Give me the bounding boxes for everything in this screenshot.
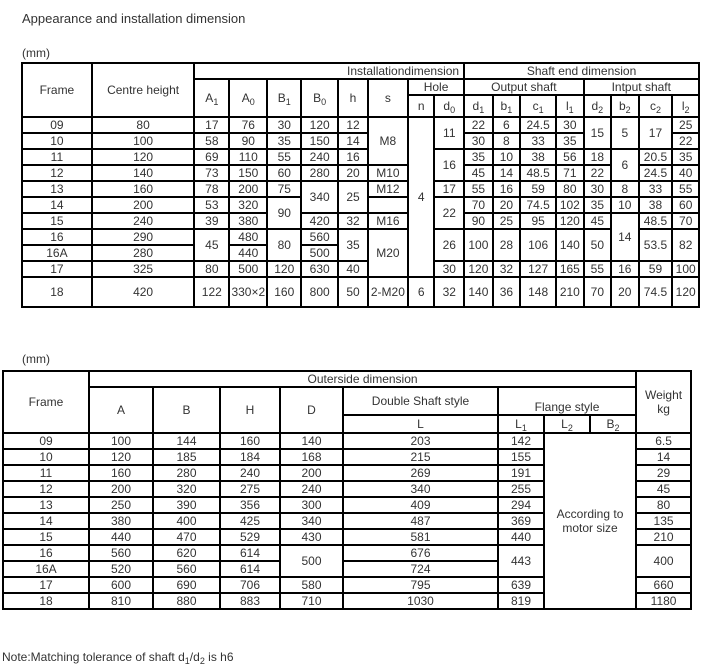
header-A: A <box>89 387 153 433</box>
cell-B1: 90 <box>267 197 301 229</box>
cell-c1: 59 <box>520 181 556 197</box>
cell-b1: 20 <box>493 197 520 213</box>
cell-c2: 48.5 <box>639 213 673 229</box>
cell-c2: 33 <box>639 181 673 197</box>
table-row <box>22 261 699 277</box>
header-c2: $c_2$ <box>639 95 673 117</box>
cell-l1: 56 <box>556 149 583 165</box>
header-d0: $d_0$ <box>434 95 464 117</box>
cell-L: 409 <box>343 497 498 513</box>
header-s: s <box>368 79 408 117</box>
cell-L: 203 <box>343 433 498 449</box>
cell-l1: 80 <box>556 181 583 197</box>
cell-frame: 17 <box>3 577 89 593</box>
cell-h: 16 <box>338 149 368 165</box>
cell-B0: 630 <box>301 261 338 277</box>
cell-A0: 150 <box>229 165 267 181</box>
cell-d0: 32 <box>434 277 464 307</box>
installation-dimension-table <box>21 62 700 308</box>
cell-d0: 22 <box>434 197 464 229</box>
cell-d1: 45 <box>464 165 493 181</box>
cell-A: 100 <box>89 433 153 449</box>
cell-B0: 800 <box>301 277 338 307</box>
cell-frame: 15 <box>22 213 92 229</box>
cell-b2: 8 <box>611 181 638 197</box>
cell-B: 690 <box>153 577 220 593</box>
cell-B1: 160 <box>267 277 301 307</box>
cell-B0: 240 <box>301 149 338 165</box>
cell-c1: 106 <box>520 229 556 261</box>
cell-H: 275 <box>220 481 280 497</box>
cell-D: 300 <box>280 497 343 513</box>
cell-d0: 11 <box>434 117 464 149</box>
cell-s <box>368 197 408 213</box>
cell-w: 45 <box>636 481 691 497</box>
cell-ch: 100 <box>92 133 195 149</box>
cell-s: M20 <box>368 229 408 277</box>
cell-ch: 80 <box>92 117 195 133</box>
cell-l2: 22 <box>672 133 699 149</box>
cell-l1: 71 <box>556 165 583 181</box>
cell-L: 340 <box>343 481 498 497</box>
cell-l1: 165 <box>556 261 583 277</box>
cell-frame: 11 <box>22 149 92 165</box>
cell-b1: 28 <box>493 229 520 261</box>
header-b1: $b_1$ <box>493 95 520 117</box>
cell-h: 40 <box>338 261 368 277</box>
cell-H: 706 <box>220 577 280 593</box>
cell-B: 390 <box>153 497 220 513</box>
cell-L1: 191 <box>498 465 544 481</box>
cell-w: 29 <box>636 465 691 481</box>
cell-A0: 200 <box>229 181 267 197</box>
header-double-shaft: Double Shaft style <box>343 387 498 415</box>
cell-A1: 69 <box>194 149 229 165</box>
cell-frame: 09 <box>22 117 92 133</box>
cell-A1: 39 <box>194 213 229 229</box>
cell-c1: 95 <box>520 213 556 229</box>
cell-d1: 22 <box>464 117 493 133</box>
cell-A0: 90 <box>229 133 267 149</box>
cell-d2: 22 <box>584 165 611 181</box>
cell-A0: 320 <box>229 197 267 213</box>
cell-ch: 140 <box>92 165 195 181</box>
cell-b1: 32 <box>493 261 520 277</box>
cell-b1: 36 <box>493 277 520 307</box>
cell-s: M12 <box>368 181 408 197</box>
cell-frame: 12 <box>22 165 92 181</box>
cell-frame: 15 <box>3 529 89 545</box>
cell-B0: 420 <box>301 213 338 229</box>
header-d1: $d_1$ <box>464 95 493 117</box>
cell-d0: 16 <box>434 149 464 181</box>
cell-A: 810 <box>89 593 153 609</box>
header-shaft-end: Shaft end dimension <box>464 63 699 79</box>
cell-B1: 55 <box>267 149 301 165</box>
cell-A: 600 <box>89 577 153 593</box>
cell-h: 50 <box>338 277 368 307</box>
header-frame: Frame <box>3 371 89 433</box>
cell-h: 25 <box>338 181 368 213</box>
cell-A: 520 <box>89 561 153 577</box>
cell-ch: 200 <box>92 197 195 213</box>
cell-d2: 18 <box>584 149 611 165</box>
cell-L: 676 <box>343 545 498 561</box>
header-centre-height: Centre height <box>92 63 195 117</box>
cell-h: 32 <box>338 213 368 229</box>
cell-s: M8 <box>368 117 408 165</box>
cell-L1: 819 <box>498 593 544 609</box>
cell-d1: 140 <box>464 277 493 307</box>
cell-w: 135 <box>636 513 691 529</box>
cell-L1: 369 <box>498 513 544 529</box>
cell-l1: 210 <box>556 277 583 307</box>
cell-A0: 500 <box>229 261 267 277</box>
cell-B: 280 <box>153 465 220 481</box>
cell-B: 470 <box>153 529 220 545</box>
cell-c1: 148 <box>520 277 556 307</box>
cell-L: 487 <box>343 513 498 529</box>
cell-frame: 16A <box>3 561 89 577</box>
cell-frame: 16 <box>3 545 89 561</box>
flange-note: According to motor size <box>544 433 636 609</box>
cell-A1: 73 <box>194 165 229 181</box>
cell-h: 35 <box>338 229 368 261</box>
cell-s: M10 <box>368 165 408 181</box>
cell-l1: 35 <box>556 133 583 149</box>
cell-L1: 142 <box>498 433 544 449</box>
header-b2: $b_2$ <box>611 95 638 117</box>
cell-B1: 80 <box>267 229 301 261</box>
cell-D: 168 <box>280 449 343 465</box>
cell-c2: 53.5 <box>639 229 673 261</box>
cell-d2: 50 <box>584 229 611 261</box>
unit-label-2: (mm) <box>22 352 50 366</box>
cell-L1: 443 <box>498 545 544 577</box>
cell-L: 269 <box>343 465 498 481</box>
cell-ch: 280 <box>92 245 195 261</box>
header-output-shaft: Output shaft <box>464 79 583 95</box>
cell-H: 614 <box>220 561 280 577</box>
page-title: Appearance and installation dimension <box>22 11 246 26</box>
cell-l2: 70 <box>672 213 699 229</box>
cell-c2: 74.5 <box>639 277 673 307</box>
cell-D: 240 <box>280 481 343 497</box>
cell-d2: 35 <box>584 197 611 213</box>
cell-c2: 38 <box>639 197 673 213</box>
header-frame: Frame <box>22 63 92 117</box>
cell-d1: 55 <box>464 181 493 197</box>
cell-l2: 35 <box>672 149 699 165</box>
cell-l2: 25 <box>672 117 699 133</box>
cell-w: 1180 <box>636 593 691 609</box>
cell-w: 6.5 <box>636 433 691 449</box>
cell-n: 4 <box>408 117 434 277</box>
cell-B1: 120 <box>267 261 301 277</box>
cell-c1: 38 <box>520 149 556 165</box>
cell-d1: 100 <box>464 229 493 261</box>
cell-c1: 33 <box>520 133 556 149</box>
cell-frame: 10 <box>22 133 92 149</box>
cell-d1: 35 <box>464 149 493 165</box>
cell-c1: 48.5 <box>520 165 556 181</box>
cell-H: 883 <box>220 593 280 609</box>
cell-H: 529 <box>220 529 280 545</box>
header-n: n <box>408 95 434 117</box>
cell-D: 340 <box>280 513 343 529</box>
cell-A: 120 <box>89 449 153 465</box>
table-row <box>22 181 699 197</box>
cell-ch: 420 <box>92 277 195 307</box>
cell-b1: 16 <box>493 181 520 197</box>
cell-B: 400 <box>153 513 220 529</box>
cell-frame: 12 <box>3 481 89 497</box>
cell-H: 356 <box>220 497 280 513</box>
cell-B0: 560 <box>301 229 338 245</box>
cell-B1: 35 <box>267 133 301 149</box>
cell-H: 160 <box>220 433 280 449</box>
cell-B: 620 <box>153 545 220 561</box>
cell-A: 160 <box>89 465 153 481</box>
cell-frame: 17 <box>22 261 92 277</box>
cell-h: 20 <box>338 165 368 181</box>
cell-w: 14 <box>636 449 691 465</box>
cell-c2: 17 <box>639 117 673 149</box>
cell-A1: 80 <box>194 261 229 277</box>
header-B1: $B_1$ <box>267 79 301 117</box>
cell-H: 240 <box>220 465 280 481</box>
cell-B: 320 <box>153 481 220 497</box>
cell-A0: 330×2 <box>229 277 267 307</box>
tolerance-note: Note:Matching tolerance of shaft $d_1/d_2$ is h6 <box>2 650 234 666</box>
cell-l2: 40 <box>672 165 699 181</box>
header-L: L <box>343 415 498 433</box>
cell-B1: 60 <box>267 165 301 181</box>
header-D: D <box>280 387 343 433</box>
cell-B1: 75 <box>267 181 301 197</box>
cell-frame: 09 <box>3 433 89 449</box>
cell-frame: 18 <box>3 593 89 609</box>
cell-l1: 120 <box>556 213 583 229</box>
cell-b2: 6 <box>611 149 638 181</box>
cell-D: 430 <box>280 529 343 545</box>
cell-w: 80 <box>636 497 691 513</box>
header-weight: Weight kg <box>636 371 691 433</box>
cell-h: 12 <box>338 117 368 133</box>
cell-l1: 102 <box>556 197 583 213</box>
cell-d2: 30 <box>584 181 611 197</box>
cell-b2: 20 <box>611 277 638 307</box>
header-flange: Flange style <box>498 387 636 415</box>
cell-H: 614 <box>220 545 280 561</box>
cell-ch: 290 <box>92 229 195 245</box>
cell-c1: 24.5 <box>520 117 556 133</box>
cell-c2: 24.5 <box>639 165 673 181</box>
cell-b1: 14 <box>493 165 520 181</box>
header-c1: $c_1$ <box>520 95 556 117</box>
cell-ch: 120 <box>92 149 195 165</box>
cell-frame: 14 <box>22 197 92 213</box>
cell-w: 210 <box>636 529 691 545</box>
cell-D: 710 <box>280 593 343 609</box>
cell-frame: 16 <box>22 229 92 245</box>
cell-d1: 70 <box>464 197 493 213</box>
cell-B0: 120 <box>301 117 338 133</box>
cell-B0: 150 <box>301 133 338 149</box>
cell-B: 560 <box>153 561 220 577</box>
cell-l1: 140 <box>556 229 583 261</box>
header-l1: $l_1$ <box>556 95 583 117</box>
cell-l2: 60 <box>672 197 699 213</box>
cell-b2: 10 <box>611 197 638 213</box>
table-row <box>22 277 699 307</box>
cell-b1: 25 <box>493 213 520 229</box>
cell-d2: 15 <box>584 117 611 149</box>
cell-c2: 59 <box>639 261 673 277</box>
cell-A0: 380 <box>229 213 267 229</box>
cell-L1: 440 <box>498 529 544 545</box>
cell-l2: 100 <box>672 261 699 277</box>
cell-B1: 30 <box>267 117 301 133</box>
cell-B: 185 <box>153 449 220 465</box>
cell-D: 140 <box>280 433 343 449</box>
cell-L: 795 <box>343 577 498 593</box>
cell-ch: 325 <box>92 261 195 277</box>
cell-A1: 17 <box>194 117 229 133</box>
cell-l2: 120 <box>672 277 699 307</box>
cell-H: 184 <box>220 449 280 465</box>
cell-w: 400 <box>636 545 691 577</box>
cell-L: 215 <box>343 449 498 465</box>
cell-L1: 639 <box>498 577 544 593</box>
cell-d0: 30 <box>434 261 464 277</box>
cell-s: 2-M20 <box>368 277 408 307</box>
cell-D: 200 <box>280 465 343 481</box>
cell-L1: 155 <box>498 449 544 465</box>
cell-D: 580 <box>280 577 343 593</box>
cell-frame: 18 <box>22 277 92 307</box>
cell-frame: 16A <box>22 245 92 261</box>
header-A1: $A_1$ <box>194 79 229 117</box>
header-L1: $L_1$ <box>498 415 544 433</box>
unit-label: (mm) <box>22 46 50 60</box>
table-row <box>22 149 699 165</box>
cell-n: 6 <box>408 277 434 307</box>
cell-L1: 294 <box>498 497 544 513</box>
table-row <box>22 229 699 245</box>
header-l2: $l_2$ <box>672 95 699 117</box>
cell-b1: 6 <box>493 117 520 133</box>
cell-B0: 280 <box>301 165 338 181</box>
header-h: h <box>338 79 368 117</box>
cell-c1: 127 <box>520 261 556 277</box>
header-outerside: Outerside dimension <box>89 371 636 387</box>
cell-frame: 10 <box>3 449 89 465</box>
cell-A0: 76 <box>229 117 267 133</box>
cell-B: 144 <box>153 433 220 449</box>
cell-A: 380 <box>89 513 153 529</box>
header-installation: Installationdimension <box>194 63 464 79</box>
cell-A1: 58 <box>194 133 229 149</box>
cell-A: 200 <box>89 481 153 497</box>
cell-d0: 17 <box>434 181 464 197</box>
cell-B: 880 <box>153 593 220 609</box>
cell-c2: 20.5 <box>639 149 673 165</box>
cell-d1: 90 <box>464 213 493 229</box>
header-L2: $L_2$ <box>544 415 590 433</box>
header-hole: Hole <box>408 79 464 95</box>
cell-b1: 10 <box>493 149 520 165</box>
cell-L: 581 <box>343 529 498 545</box>
cell-A: 440 <box>89 529 153 545</box>
cell-d0: 26 <box>434 229 464 261</box>
cell-A0: 480 <box>229 229 267 245</box>
outerside-dimension-table <box>2 370 692 610</box>
table-row <box>22 165 699 181</box>
cell-b2: 5 <box>611 117 638 149</box>
cell-l2: 82 <box>672 229 699 261</box>
cell-A0: 110 <box>229 149 267 165</box>
cell-d2: 70 <box>584 277 611 307</box>
header-input-shaft: Intput shaft <box>584 79 699 95</box>
cell-d2: 45 <box>584 213 611 229</box>
cell-l1: 30 <box>556 117 583 133</box>
cell-s: M16 <box>368 213 408 229</box>
cell-A1: 122 <box>194 277 229 307</box>
cell-b1: 8 <box>493 133 520 149</box>
cell-frame: 13 <box>22 181 92 197</box>
cell-frame: 13 <box>3 497 89 513</box>
header-H: H <box>220 387 280 433</box>
cell-D: 500 <box>280 545 343 577</box>
table-row <box>22 117 699 133</box>
cell-A: 250 <box>89 497 153 513</box>
header-d2: $d_2$ <box>584 95 611 117</box>
cell-d1: 120 <box>464 261 493 277</box>
cell-B0: 340 <box>301 181 338 213</box>
cell-B0: 500 <box>301 245 338 261</box>
cell-l2: 55 <box>672 181 699 197</box>
cell-frame: 11 <box>3 465 89 481</box>
cell-A: 560 <box>89 545 153 561</box>
cell-L: 1030 <box>343 593 498 609</box>
cell-ch: 160 <box>92 181 195 197</box>
header-B2: $B_2$ <box>590 415 636 433</box>
cell-L: 724 <box>343 561 498 577</box>
cell-b2: 14 <box>611 213 638 261</box>
cell-b2: 16 <box>611 261 638 277</box>
header-B0: $B_0$ <box>301 79 338 117</box>
cell-d1: 30 <box>464 133 493 149</box>
table-row <box>22 213 699 229</box>
cell-A1: 45 <box>194 229 229 261</box>
cell-ch: 240 <box>92 213 195 229</box>
cell-L1: 255 <box>498 481 544 497</box>
header-A0: $A_0$ <box>229 79 267 117</box>
cell-A0: 440 <box>229 245 267 261</box>
cell-h: 14 <box>338 133 368 149</box>
cell-A1: 53 <box>194 197 229 213</box>
cell-H: 425 <box>220 513 280 529</box>
cell-d2: 55 <box>584 261 611 277</box>
header-B: B <box>153 387 220 433</box>
cell-c1: 74.5 <box>520 197 556 213</box>
table-row <box>3 433 691 449</box>
cell-A1: 78 <box>194 181 229 197</box>
cell-w: 660 <box>636 577 691 593</box>
cell-frame: 14 <box>3 513 89 529</box>
